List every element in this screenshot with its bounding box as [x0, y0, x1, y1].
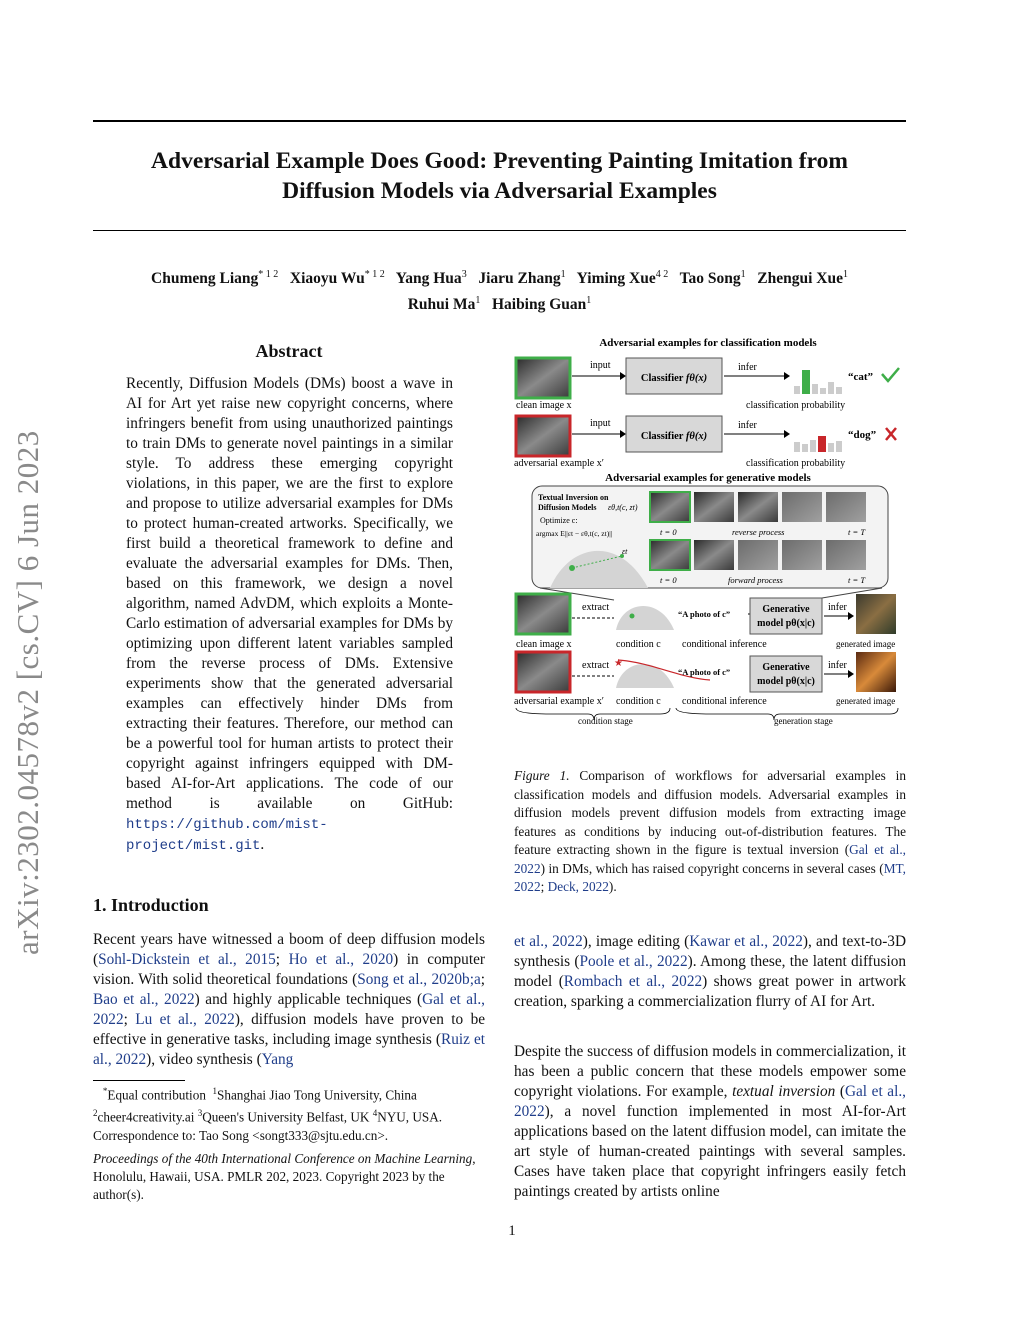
prob-bars-adv: [794, 436, 842, 452]
prob-bars-clean: [794, 370, 842, 394]
svg-text:“A photo of c”: “A photo of c”: [678, 609, 731, 619]
author: Yiming Xue: [576, 270, 656, 288]
svg-text:“A photo of c”: “A photo of c”: [678, 667, 731, 677]
adv-image-thumb: [516, 416, 570, 456]
intro-right-paragraph-1: et al., 2022), image editing (Kawar et al., 2022), and text-to-3D synthesis (Poole et al., 2022). Among these, the latent diffusion model (Rombach et al., 2022) shows great power in artwork creation, sparking a commercialization flurry of AI for Art.: [514, 933, 907, 1010]
citation-link[interactable]: Bao et al., 2022: [93, 991, 195, 1008]
svg-text:input: input: [590, 418, 611, 429]
svg-text:infer: infer: [738, 420, 757, 431]
svg-text:model pθ(x|c): model pθ(x|c): [757, 676, 815, 687]
citation-link[interactable]: Song et al., 2020b;a: [357, 971, 481, 988]
svg-text:infer: infer: [828, 602, 847, 613]
intro-left-paragraph: Recent years have witnessed a boom of deep diffusion models (Sohl-Dickstein et al., 2015; Ho et al., 2020) in computer vision. With solid theoretical foundations (Song et al., 2020b;a; Bao et al., 2022) and highly applicable techniques (Gal et al., 2022; Lu et al., 2022), diffusion models have proven to be effective in generative tasks, including image synthesis (Ruiz et al., 2022), video synthesis (Yang: [93, 931, 486, 1068]
svg-text:conditional inference: conditional inference: [682, 696, 767, 707]
clean-image-thumb: [516, 358, 570, 398]
cross-icon: [886, 428, 896, 440]
citation-link[interactable]: Gal et al., 2022: [514, 1083, 906, 1120]
generated-image-adv: [856, 652, 896, 692]
paper-title: [93, 146, 906, 206]
author: Yang Hua: [395, 270, 462, 288]
citation-link[interactable]: Sohl-Dickstein et al., 2015: [98, 951, 276, 968]
intro-heading: 1. Introduction: [93, 895, 209, 915]
citation-link[interactable]: Kawar et al., 2022: [689, 933, 803, 950]
svg-text:conditional inference: conditional inference: [682, 639, 767, 650]
fig-gen-title: Adversarial examples for generative models: [605, 472, 811, 484]
intro-right-paragraph-2: Despite the success of diffusion models in commercialization, it has been a public concern that these models empower some copyright violations. For example, textual inversion (Gal et al., 2022), a novel function implemented in most AI-for-Art applications based on the latent diffusion model, can imitate the art style of human-created paintings with several samples. Cases have taken place that copyright infringers easily fetch paintings created by artists online: [514, 1043, 906, 1200]
citation-link[interactable]: Deck, 2022: [547, 879, 609, 894]
svg-text:Generative: Generative: [762, 604, 810, 615]
svg-text:classification probability: classification probability: [746, 400, 846, 411]
svg-text:condition c: condition c: [616, 639, 661, 650]
svg-text:infer: infer: [738, 362, 757, 373]
svg-text:t = 0: t = 0: [660, 527, 677, 537]
footnote-rule: [93, 1080, 185, 1081]
arrowhead: [620, 372, 626, 380]
svg-text:generated image: generated image: [836, 696, 896, 706]
footnote: *Equal contribution $^1$Shanghai Jiao Tong University, China $^2$cheer4creativity.ai $^3$Queen's University Belfast, UK $^4$NYU, USA. Correspondence to: Tao Song <songt333@sjtu.edu.cn>.: [93, 1086, 443, 1143]
svg-text:extract: extract: [582, 660, 610, 671]
svg-text:εθ,t(c, zt): εθ,t(c, zt): [608, 503, 638, 512]
svg-text:Textual Inversion on: Textual Inversion on: [538, 493, 609, 502]
svg-text:classification probability: classification probability: [746, 458, 846, 469]
clean-image-label: clean image x: [516, 400, 572, 411]
svg-text:model pθ(x|c): model pθ(x|c): [757, 618, 815, 629]
svg-text:εt: εt: [622, 547, 628, 556]
svg-text:condition c: condition c: [616, 696, 661, 707]
svg-text:input: input: [590, 360, 611, 371]
svg-text:infer: infer: [828, 660, 847, 671]
svg-text:clean image x: clean image x: [516, 639, 572, 650]
figure-1: [510, 330, 910, 730]
classifier-label: Classifier fθ(x): [640, 373, 708, 384]
label-dog: “dog”: [848, 429, 877, 441]
clean-image-thumb-gen: [516, 594, 570, 634]
fig-class-title: Adversarial examples for classification models: [599, 337, 817, 349]
title-line-2: Diffusion Models via Adversarial Examples: [282, 178, 717, 204]
svg-text:condition stage: condition stage: [578, 716, 633, 726]
arxiv-stamp: arXiv:2302.04578v2 [cs.CV] 6 Jun 2023: [10, 430, 45, 955]
svg-text:extract: extract: [582, 602, 610, 613]
svg-text:forward process: forward process: [728, 575, 783, 585]
citation-link[interactable]: Poole et al., 2022: [579, 953, 688, 970]
page-number: 1: [508, 1223, 516, 1239]
abstract-heading: Abstract: [255, 341, 323, 361]
adv-image-label: adversarial example x′: [514, 458, 604, 469]
figure-caption: Figure 1. Comparison of workflows for adversarial examples in classification models and diffusion models. Adversarial examples in diffusion models prevent diffusion models from extracting image features as conditions by inducing out-of-distribution features. The feature extracting shown in the figure is textual inversion (Gal et al., 2022) in DMs, which has raised copyright concerns in several cases (MT, 2022; Deck, 2022).: [514, 768, 906, 894]
citation-link[interactable]: Yang: [261, 1051, 294, 1068]
citation-link[interactable]: MT, 2022: [514, 860, 906, 894]
abstract-body: Recently, Diffusion Models (DMs) boost a wave in AI for Art yet raise new copyright concerns, where infringers benefit from using unauthorized paintings to train DMs to generate novel paintings in a similar style. To address these emerging copyright violations, in this paper, we are the first to explore and propose to utilize adversarial examples for DMs to protect human-created artworks. Specifically, we first build a theoretical framework to define and evaluate the adversarial examples for DMs. Then, based on this framework, we design a novel algorithm, named AdvDM, which exploits a Monte-Carlo estimation of adversarial examples for DMs by optimizing upon different latent variables sampled from the reverse process of DMs. Extensive experiments show that the generated adversarial examples can effectively hinder DMs from extracting their features. Therefore, our method can be a powerful tool for human artists to protect their copyright against infringers equipped with DM-based AI-for-Art applications. The code of our method is available on GitHub: https://github.com/mist-project/mist.git.: [126, 375, 453, 854]
proceedings-note: Proceedings of the 40th International Conference on Machine Learning, Honolulu, Hawaii, USA. PMLR 202, 2023. Copyright 2023 by the author(s).: [93, 1151, 476, 1202]
adv-image-thumb-gen: [516, 652, 570, 692]
citation-link[interactable]: Lu et al., 2022: [135, 1011, 235, 1028]
check-icon: [882, 368, 899, 381]
author: Zhengui Xue: [757, 270, 843, 288]
label-cat: “cat”: [848, 371, 874, 383]
svg-text:adversarial example x′: adversarial example x′: [514, 696, 604, 707]
svg-text:Diffusion Models: Diffusion Models: [538, 503, 597, 512]
citation-link[interactable]: Rombach et al., 2022: [563, 973, 703, 990]
svg-text:t = 0: t = 0: [660, 575, 677, 585]
svg-text:Classifier fθ(x): Classifier fθ(x): [640, 431, 708, 442]
svg-text:t = T: t = T: [848, 575, 866, 585]
svg-text:argmax E||εt − εθ,t(c, zt)||: argmax E||εt − εθ,t(c, zt)||: [536, 529, 613, 538]
author: Tao Song: [679, 270, 741, 288]
author: Xiaoyu Wu: [289, 270, 365, 288]
citation-link[interactable]: Gal et al., 2022: [93, 991, 485, 1028]
author: Jiaru Zhang: [478, 270, 561, 288]
citation-link[interactable]: Gal et al., 2022: [514, 842, 906, 876]
svg-text:reverse process: reverse process: [732, 527, 785, 537]
svg-text:generation stage: generation stage: [774, 716, 833, 726]
author-list: Chumeng Liang$^{* 1 2}$ Xiaoyu $Wu^{* 1 2}$ Yang Hua$^3$ Jiaru Zhang$^1$ Yiming Xue$^{4 2}$ Tao Song$^1$ Zhengui Xue$^1$ Ruhui Ma$^1$ Haibing Guan$^1$: [151, 269, 848, 314]
generated-image-cat: [856, 594, 896, 634]
author: Haibing Guan: [491, 296, 587, 314]
citation-link[interactable]: Ruiz et al., 2022: [93, 1031, 485, 1068]
title-bottom-rule: [93, 230, 906, 231]
svg-text:Generative: Generative: [762, 662, 810, 673]
star-icon: ★: [614, 658, 623, 669]
author: Ruhui Ma: [407, 296, 476, 314]
title-top-rule: [93, 120, 906, 122]
citation-link[interactable]: et al., 2022: [514, 933, 583, 950]
abstract-text: Recently, Diffusion Models (DMs) boost a wave in AI for Art yet raise new copyright concerns, where infringers benefit from using unauthorized paintings to train DMs to generate novel paintings in a similar style. To address these emerging copyright violations, in this paper, we are the first to explore and propose to utilize adversarial examples for DMs to protect human-created artworks. Specifically, we first build a theoretical framework to define and evaluate the adversarial examples for DMs. Then, based on this framework, we design a novel algorithm, named AdvDM, which exploits a Monte-Carlo estimation of adversarial examples for DMs by optimizing upon different latent variables sampled from the reverse process of DMs. Extensive experiments show that the generated adversarial examples can effectively hinder DMs from extracting their features. Therefore, our method can be a powerful tool for human artists to protect their copyright against infringers equipped with DM-based AI-for-Art applications. The code of our method is available on GitHub:: [126, 375, 453, 812]
svg-text:generated image: generated image: [836, 639, 896, 649]
citation-link[interactable]: Ho et al., 2020: [288, 951, 394, 968]
github-link[interactable]: https://github.com/mist-project/mist.git: [126, 817, 328, 854]
svg-text:t = T: t = T: [848, 527, 866, 537]
author: Chumeng Liang: [151, 270, 259, 288]
title-line-1: Adversarial Example Does Good: Preventing Painting Imitation from: [151, 148, 848, 174]
svg-text:Optimize c:: Optimize c:: [540, 516, 578, 525]
